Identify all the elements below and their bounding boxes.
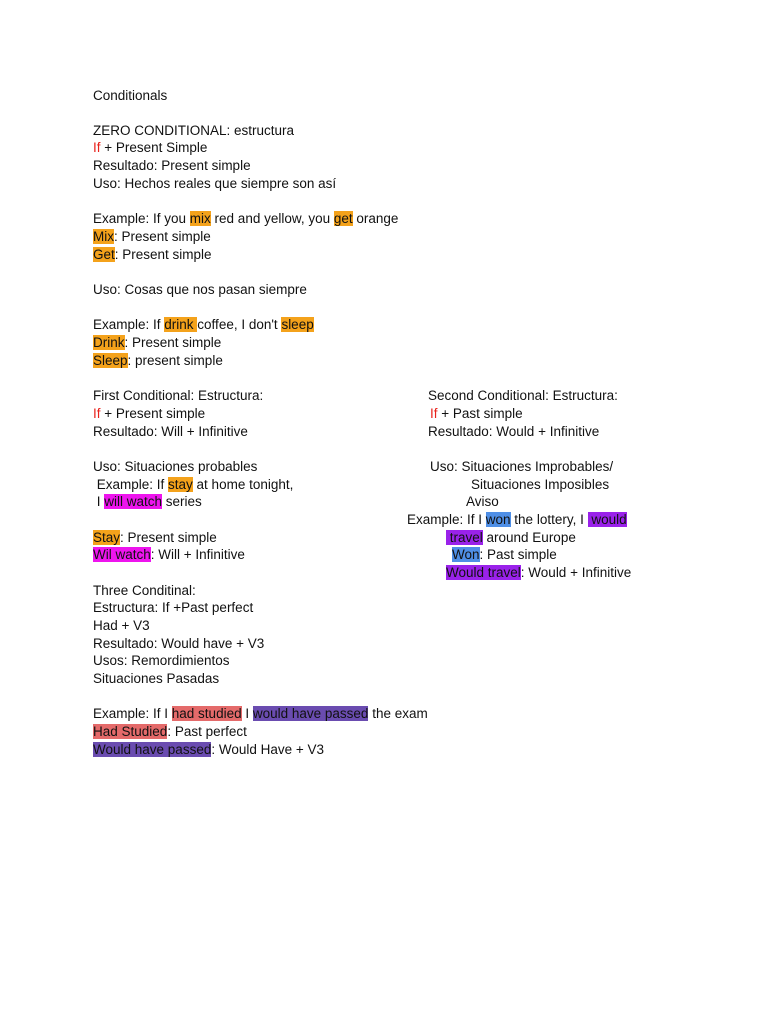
first-structure: [93, 405, 205, 422]
would-travel-definition: [446, 564, 631, 581]
third-heading: Three Conditinal:: [93, 583, 196, 598]
drink-definition: [93, 334, 221, 351]
text: + Past simple: [437, 406, 523, 421]
zero-heading: ZERO CONDITIONAL: estructura: [93, 123, 295, 138]
zero-use: Uso: Hechos reales que siempre son así: [93, 176, 337, 191]
sleep-definition: [93, 352, 223, 369]
highlight-mix-label: Mix: [93, 229, 114, 244]
text: : Would Have + V3: [211, 742, 325, 757]
stay-definition: [93, 529, 217, 546]
second-use-line-2: Situaciones Imposibles: [471, 477, 610, 492]
zero-structure: [93, 139, 207, 156]
highlight-wil-watch-label: Wil watch: [93, 547, 151, 562]
wil-watch-definition: [93, 546, 245, 563]
text: : Past perfect: [167, 724, 247, 739]
highlight-sleep: sleep: [281, 317, 314, 332]
text: : Present simple: [124, 335, 222, 350]
highlight-will-watch: will watch: [104, 494, 163, 509]
zero-example-1: [93, 210, 398, 227]
highlight-would: would: [587, 512, 627, 527]
second-example-line-2: [446, 529, 576, 546]
had-studied-definition: [93, 723, 247, 740]
third-use: Usos: Remordimientos: [93, 653, 230, 668]
if-keyword: If: [430, 406, 438, 421]
second-example-line-1: [407, 511, 627, 528]
third-result: Resultado: Would have + V3: [93, 636, 265, 651]
first-example-line-2: [93, 493, 202, 510]
text: : Present simple: [120, 530, 217, 545]
text: I: [93, 494, 105, 509]
highlight-travel: travel: [446, 530, 483, 545]
second-use-line-1: Uso: Situaciones Improbables/: [430, 459, 614, 474]
text: : Present simple: [114, 229, 211, 244]
second-use-line-3: Aviso: [466, 494, 499, 509]
text: : Will + Infinitive: [150, 547, 245, 562]
if-keyword: If: [93, 406, 101, 421]
text: I: [241, 706, 253, 721]
highlight-get-label: Get: [93, 247, 115, 262]
would-have-passed-definition: [93, 741, 324, 758]
text: Example: If: [93, 317, 165, 332]
third-had: Had + V3: [93, 618, 150, 633]
highlight-won-label: Won: [452, 547, 480, 562]
text: the lottery, I: [510, 512, 588, 527]
highlight-had-studied: had studied: [171, 706, 242, 721]
text: coffee, I don't: [197, 317, 282, 332]
zero-example-2: [93, 316, 314, 333]
text: Example: If I: [407, 512, 486, 527]
text: + Present simple: [100, 406, 206, 421]
get-definition: [93, 246, 212, 263]
won-definition: [452, 546, 557, 563]
text: the exam: [368, 706, 428, 721]
zero-use-2: Uso: Cosas que nos pasan siempre: [93, 282, 307, 297]
text: around Europe: [482, 530, 576, 545]
highlight-sleep-label: Sleep: [93, 353, 128, 368]
text: orange: [352, 211, 399, 226]
if-keyword: If: [93, 140, 101, 155]
mix-definition: [93, 228, 211, 245]
zero-result: Resultado: Present simple: [93, 158, 251, 173]
highlight-would-have-passed-label: Would have passed: [93, 742, 212, 757]
third-structure: Estructura: If +Past perfect: [93, 600, 254, 615]
highlight-would-travel-label: Would travel: [446, 565, 521, 580]
highlight-drink: drink: [164, 317, 198, 332]
second-result: Resultado: Would + Infinitive: [428, 424, 600, 439]
highlight-stay-label: Stay: [93, 530, 121, 545]
highlight-stay: stay: [168, 477, 193, 492]
text: red and yellow, you: [210, 211, 334, 226]
highlight-drink-label: Drink: [93, 335, 125, 350]
third-example: [93, 705, 428, 722]
first-heading: First Conditional: Estructura:: [93, 388, 264, 403]
highlight-mix: mix: [189, 211, 211, 226]
text: Example: If I: [93, 706, 172, 721]
first-example-line-1: [93, 476, 293, 493]
text: at home tonight,: [192, 477, 294, 492]
first-result: Resultado: Will + Infinitive: [93, 424, 248, 439]
text: series: [162, 494, 202, 509]
zero-structure-text: + Present Simple: [100, 140, 208, 155]
highlight-get: get: [333, 211, 353, 226]
highlight-won: won: [485, 512, 511, 527]
text: : Present simple: [114, 247, 212, 262]
text: : Would + Infinitive: [520, 565, 632, 580]
text: : Past simple: [479, 547, 557, 562]
text: : present simple: [127, 353, 223, 368]
second-heading: Second Conditional: Estructura:: [428, 388, 618, 403]
highlight-had-studied-label: Had Studied: [93, 724, 168, 739]
second-structure: [430, 405, 523, 422]
first-use: Uso: Situaciones probables: [93, 459, 258, 474]
document-title: Conditionals: [93, 88, 168, 103]
text: Example: If you: [93, 211, 190, 226]
highlight-would-have-passed: would have passed: [252, 706, 369, 721]
third-use-2: Situaciones Pasadas: [93, 671, 220, 686]
text: Example: If: [93, 477, 169, 492]
